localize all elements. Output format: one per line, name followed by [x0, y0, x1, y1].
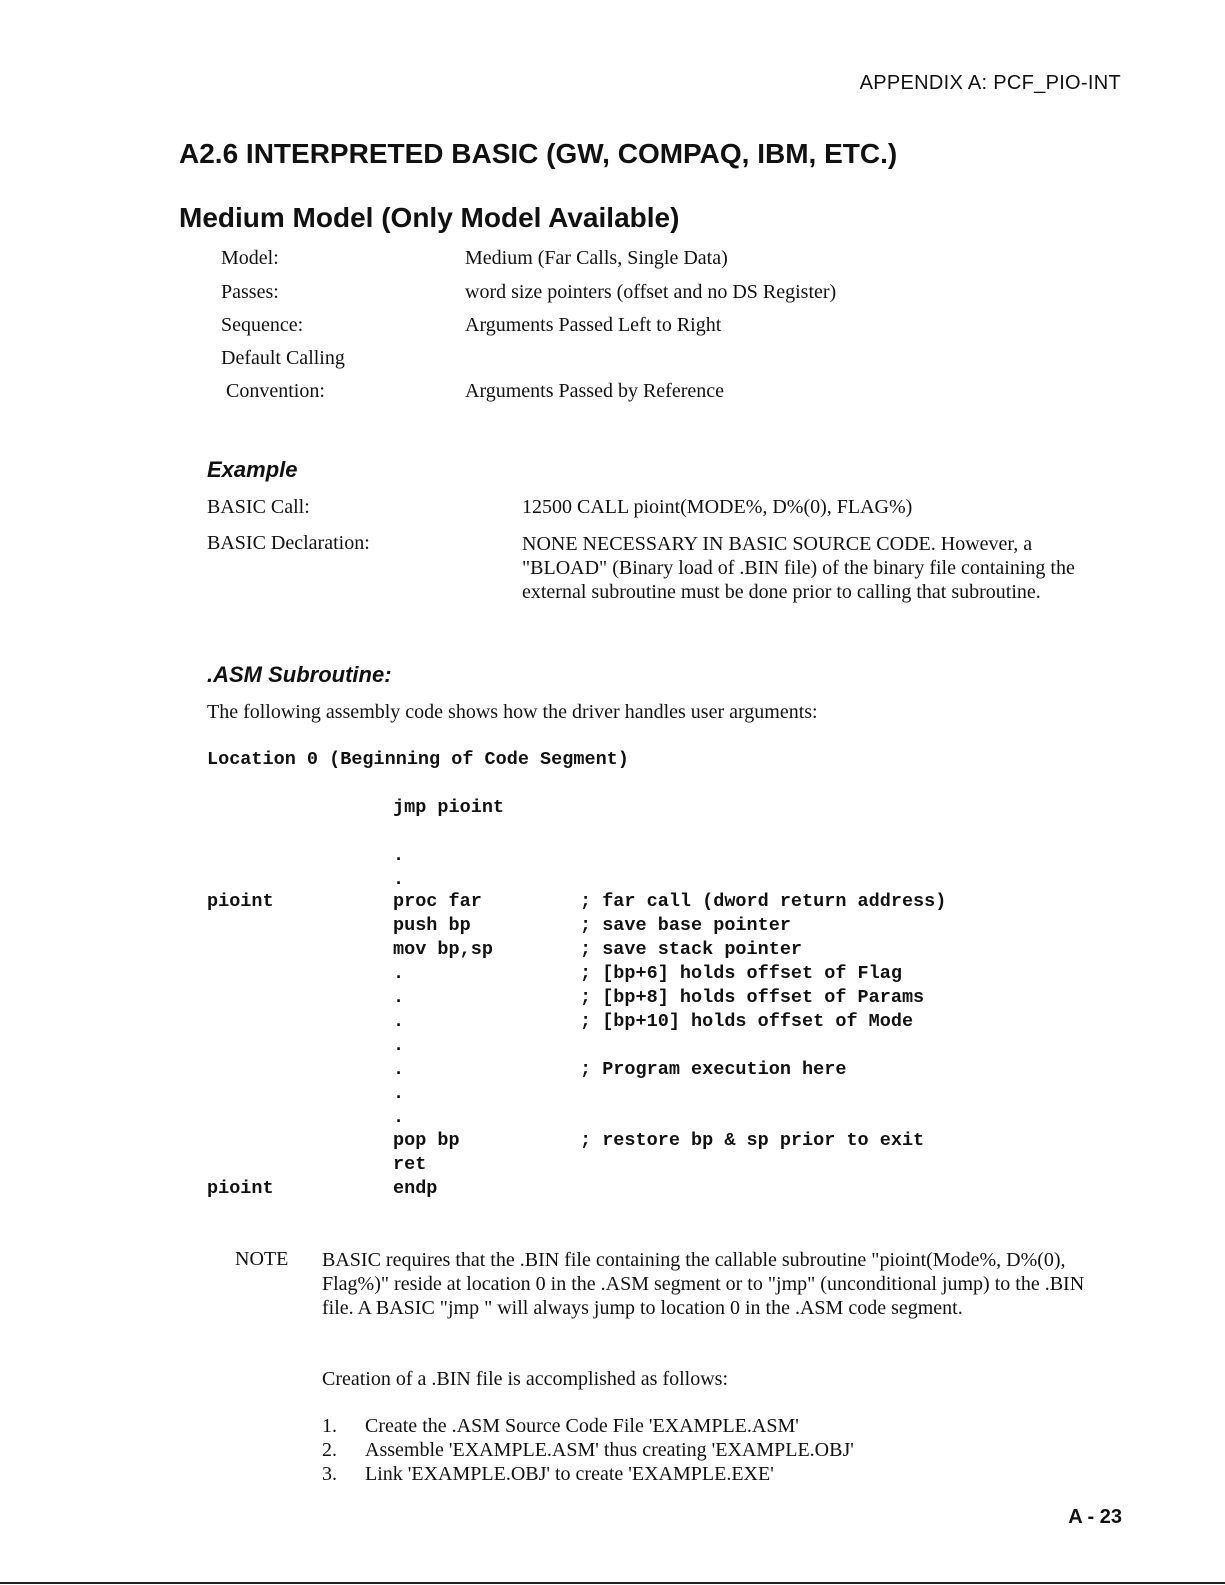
basic-declaration-value: NONE NECESSARY IN BASIC SOURCE CODE. However, a "BLOAD" (Binary load of .BIN file) of the binary file containing the external subroutine must be done prior to calling that subroutine.	[522, 533, 1075, 603]
code-ellipsis: .	[393, 1083, 405, 1104]
asm-intro-text: The following assembly code shows how the driver handles user arguments:	[207, 701, 818, 723]
asm-subroutine-heading: .ASM Subroutine:	[207, 662, 392, 687]
basic-call-label: BASIC Call:	[207, 496, 310, 518]
note-label: NOTE	[235, 1248, 289, 1270]
code-ellipsis: .	[393, 963, 405, 984]
code-ellipsis: .	[393, 1011, 405, 1032]
section-title: A2.6 INTERPRETED BASIC (GW, COMPAQ, IBM, ETC.)	[179, 138, 898, 169]
code-ellipsis: .	[393, 869, 405, 890]
code-ellipsis: .	[393, 1059, 405, 1080]
code-ellipsis: .	[393, 1107, 405, 1128]
code-comment: ; Program execution here	[580, 1059, 847, 1080]
code-instruction: endp	[393, 1178, 438, 1199]
page-number: A - 23	[1068, 1506, 1122, 1528]
code-instruction: jmp pioint	[393, 797, 505, 818]
passes-value: word size pointers (offset and no DS Register)	[465, 281, 837, 303]
code-comment: ; restore bp & sp prior to exit	[580, 1130, 925, 1151]
running-header: APPENDIX A: PCF_PIO-INT	[859, 72, 1121, 94]
step-number: 1.	[322, 1415, 337, 1437]
model-label: Model:	[221, 247, 279, 269]
code-comment: ; save base pointer	[580, 915, 791, 936]
code-comment: ; [bp+6] holds offset of Flag	[580, 963, 902, 984]
code-comment: ; far call (dword return address)	[580, 891, 947, 912]
note-text: BASIC requires that the .BIN file containing the callable subroutine "pioint(Mode%, D%(0), Flag%)" reside at location 0 in the .ASM segment or to "jmp" (unconditional jump) to the .BIN file. A BASIC "jmp " will always jump to location 0 in the .ASM code segment.	[322, 1249, 1085, 1319]
step-number: 2.	[322, 1439, 337, 1461]
model-heading: Medium Model (Only Model Available)	[179, 202, 680, 233]
code-ellipsis: .	[393, 1035, 405, 1056]
convention-label: Convention:	[221, 380, 325, 402]
step-text: Create the .ASM Source Code File 'EXAMPLE.ASM'	[365, 1415, 799, 1437]
convention-value: Arguments Passed by Reference	[465, 380, 725, 402]
step-number: 3.	[322, 1463, 337, 1485]
code-ellipsis: .	[393, 845, 405, 866]
code-label: pioint	[207, 1178, 274, 1199]
example-heading: Example	[207, 457, 298, 482]
default-calling-label: Default Calling	[221, 347, 345, 369]
basic-declaration-label: BASIC Declaration:	[207, 532, 370, 554]
model-value: Medium (Far Calls, Single Data)	[465, 247, 728, 269]
code-comment: ; save stack pointer	[580, 939, 803, 960]
code-instruction: push bp	[393, 915, 471, 936]
code-instruction: mov bp,sp	[393, 939, 493, 960]
passes-label: Passes:	[221, 281, 279, 303]
sequence-value: Arguments Passed Left to Right	[465, 314, 722, 336]
code-comment: ; [bp+8] holds offset of Params	[580, 987, 925, 1008]
step-text: Assemble 'EXAMPLE.ASM' thus creating 'EXAMPLE.OBJ'	[365, 1439, 854, 1461]
code-instruction: pop bp	[393, 1130, 460, 1151]
sequence-label: Sequence:	[221, 314, 304, 336]
bottom-rule	[0, 1582, 1225, 1584]
code-comment: ; [bp+10] holds offset of Mode	[580, 1011, 914, 1032]
code-instruction: proc far	[393, 891, 482, 912]
basic-call-value: 12500 CALL pioint(MODE%, D%(0), FLAG%)	[522, 496, 913, 518]
creation-intro: Creation of a .BIN file is accomplished as follows:	[322, 1368, 729, 1390]
code-label: pioint	[207, 891, 274, 912]
code-instruction: ret	[393, 1154, 427, 1175]
code-ellipsis: .	[393, 987, 405, 1008]
step-text: Link 'EXAMPLE.OBJ' to create 'EXAMPLE.EXE'	[365, 1463, 774, 1485]
location-line: Location 0 (Beginning of Code Segment)	[207, 749, 629, 770]
